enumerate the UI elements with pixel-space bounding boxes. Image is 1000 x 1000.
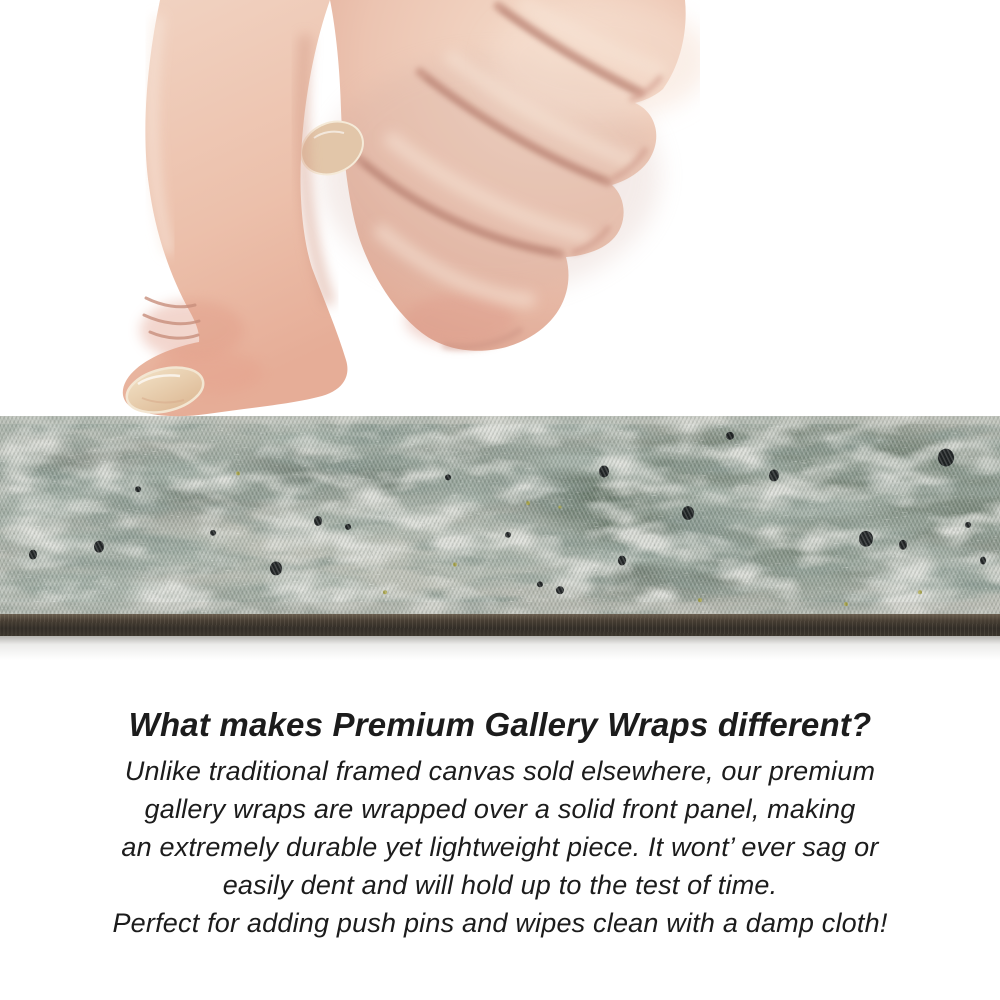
info-line-1: Unlike traditional framed canvas sold elsewhere, our premium: [124, 756, 876, 786]
canvas-panel-edge: [0, 614, 1000, 636]
info-line-3: an extremely durable yet lightweight piece. It wont’ ever sag or: [121, 832, 879, 862]
canvas-strip: [0, 416, 1000, 666]
canvas-texture: [0, 416, 1000, 614]
hand-photo: [100, 0, 700, 430]
info-block: [0, 706, 1000, 942]
info-line-2: gallery wraps are wrapped over a solid front panel, making: [144, 794, 856, 824]
info-heading: What makes Premium Gallery Wraps different?: [128, 706, 872, 743]
info-line-5: Perfect for adding push pins and wipes clean with a damp cloth!: [112, 908, 888, 938]
info-line-4: easily dent and will hold up to the test of time.: [222, 870, 778, 900]
canvas-drop-shadow: [0, 636, 1000, 660]
thumb: [122, 0, 347, 420]
fist: [292, 0, 700, 351]
